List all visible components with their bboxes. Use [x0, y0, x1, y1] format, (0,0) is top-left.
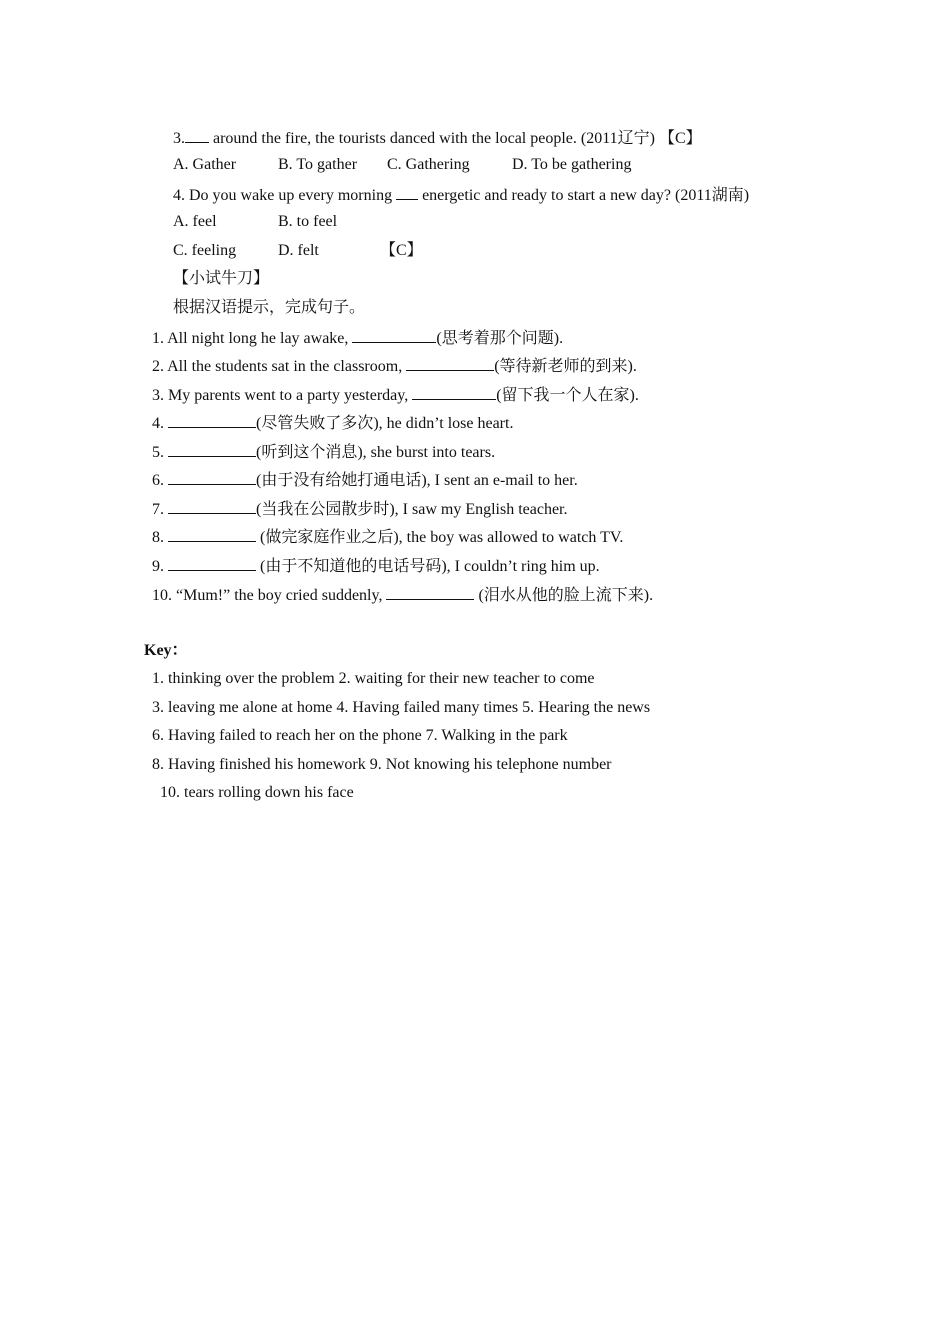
practice-item-2 [152, 355, 637, 377]
question-4 [173, 184, 749, 206]
practice-item-10 [152, 584, 653, 606]
question-3 [173, 127, 702, 149]
practice-item-text: 7. [152, 501, 168, 518]
practice-item-5 [152, 441, 495, 463]
practice-item-blank [168, 469, 256, 485]
practice-item-blank [168, 555, 256, 571]
option-c: C. Gathering [387, 156, 470, 173]
practice-item-hint: (泪水从他的脸上流下来). [474, 587, 654, 604]
question-3-answer: 【C】 [658, 130, 702, 147]
practice-item-text: 2. All the students sat in the classroom, [152, 358, 407, 375]
key-line-3: 6. Having failed to reach her on the phone 7. Walking in the park [152, 727, 568, 744]
practice-item-hint: (思考着那个问题). [436, 330, 564, 347]
practice-item-9 [152, 555, 600, 577]
practice-item-text: 4. [152, 415, 168, 432]
practice-item-text: 8. [152, 529, 168, 546]
key-heading: Key： [144, 642, 188, 659]
practice-item-4 [152, 412, 513, 434]
practice-item-3 [152, 384, 639, 406]
practice-heading: 【小试牛刀】 [173, 270, 270, 287]
practice-item-text: 3. My parents went to a party yesterday, [152, 387, 413, 404]
option-b: B. to feel [278, 213, 338, 230]
practice-item-hint: (留下我一个人在家). [496, 387, 639, 404]
option-a: A. feel [173, 213, 217, 230]
practice-item-1 [152, 327, 563, 349]
question-3-text: around the fire, the tourists danced with the local people. (2011辽宁) [209, 130, 659, 147]
practice-item-blank [168, 526, 256, 542]
practice-item-hint: (由于不知道他的电话号码), I couldn’t ring him up. [256, 558, 600, 575]
practice-item-text: 5. [152, 444, 168, 461]
practice-item-hint: (由于没有给她打通电话), I sent an e-mail to her. [256, 472, 578, 489]
question-4-answer: 【C】 [380, 242, 423, 259]
key-line-4: 8. Having finished his homework 9. Not knowing his telephone number [152, 756, 612, 773]
practice-item-blank [168, 441, 256, 457]
practice-item-blank [412, 384, 496, 400]
practice-instruction: 根据汉语提示，完成句子。 [173, 299, 366, 316]
question-4-stem: 4. Do you wake up every morning [173, 187, 397, 204]
practice-item-blank [406, 355, 494, 371]
option-d: D. To be gathering [512, 156, 632, 173]
practice-item-blank [386, 584, 474, 600]
key-line-5: 10. tears rolling down his face [160, 784, 354, 801]
practice-item-text: 9. [152, 558, 168, 575]
practice-item-blank [352, 327, 436, 343]
option-c: C. feeling [173, 242, 237, 259]
option-b: B. To gather [278, 156, 358, 173]
option-d: D. felt [278, 242, 319, 259]
question-4-blank [396, 184, 418, 200]
practice-item-text: 1. All night long he lay awake, [152, 330, 353, 347]
practice-item-text: 10. “Mum!” the boy cried suddenly, [152, 587, 387, 604]
key-line-2: 3. leaving me alone at home 4. Having failed many times 5. Hearing the news [152, 699, 651, 716]
practice-item-blank [168, 498, 256, 514]
practice-item-hint: (听到这个消息), she burst into tears. [256, 444, 496, 461]
practice-item-hint: (做完家庭作业之后), the boy was allowed to watch TV. [256, 529, 624, 546]
key-line-1: 1. thinking over the problem 2. waiting for their new teacher to come [152, 670, 595, 687]
option-a: A. Gather [173, 156, 237, 173]
question-3-number: 3. [173, 130, 185, 147]
practice-item-hint: (等待新老师的到来). [494, 358, 637, 375]
question-3-blank [185, 127, 209, 143]
practice-item-7 [152, 498, 568, 520]
practice-item-text: 6. [152, 472, 168, 489]
practice-item-8 [152, 526, 623, 548]
practice-item-blank [168, 412, 256, 428]
practice-item-hint: (尽管失败了多次), he didn’t lose heart. [256, 415, 514, 432]
practice-item-6 [152, 469, 578, 491]
practice-item-hint: (当我在公园散步时), I saw my English teacher. [256, 501, 568, 518]
question-4-text: energetic and ready to start a new day? (2011湖南) [418, 187, 750, 204]
